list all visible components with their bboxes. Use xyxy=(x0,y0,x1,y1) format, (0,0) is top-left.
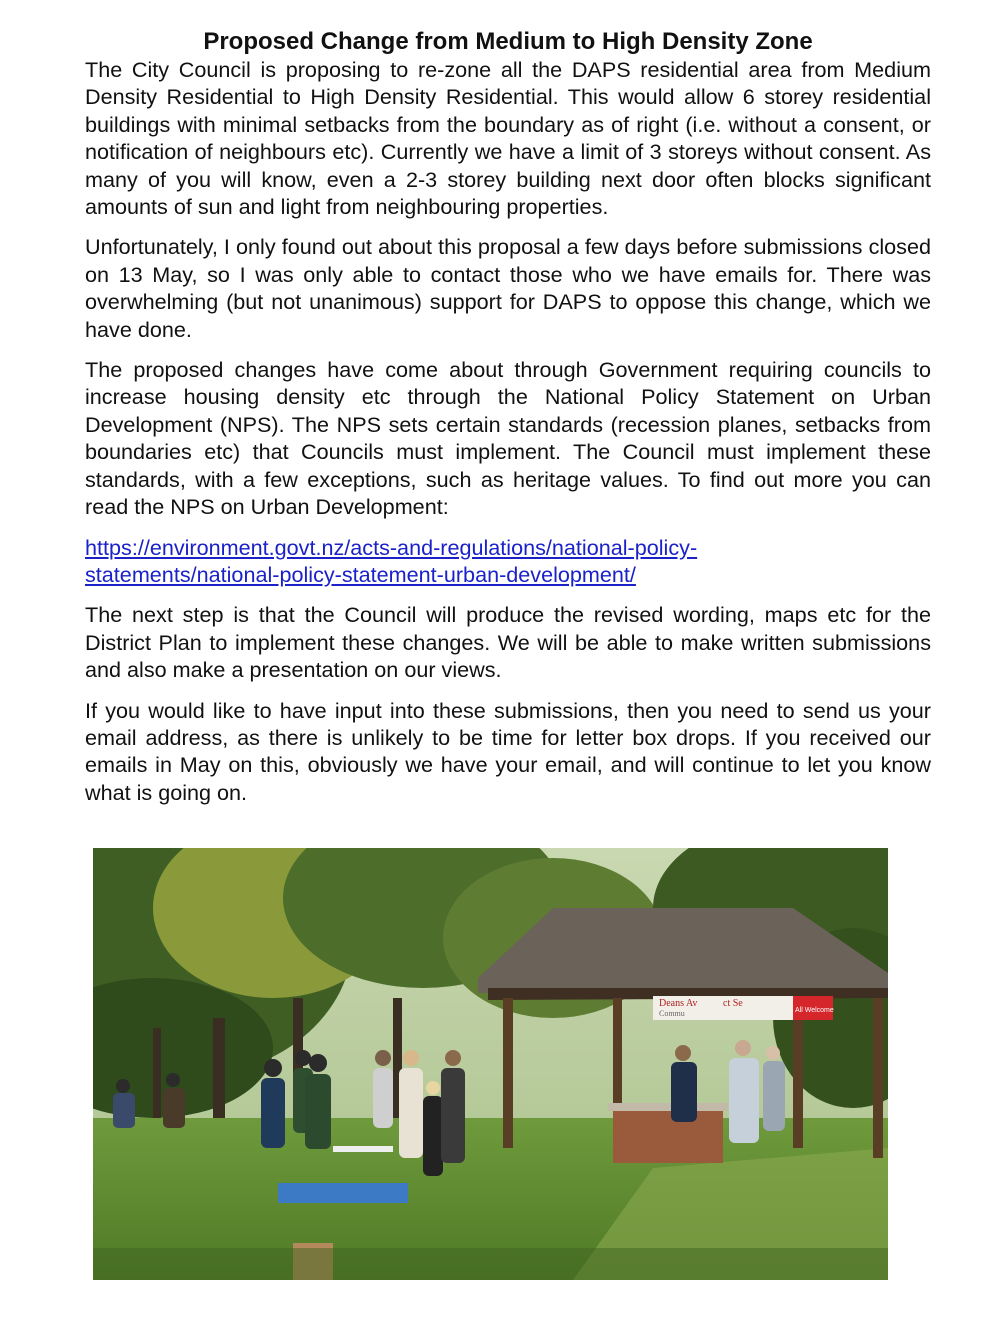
banner-red-text: All Welcome xyxy=(795,1007,834,1014)
park-gathering-photo xyxy=(93,848,888,1280)
paragraph-email-input: If you would like to have input into these submissions, then you need to send us your email address, as there is unlikely to be time for letter box drops. If you received our emails in May on this, obviously we have your email, and will continue to let you know what is going on. xyxy=(85,697,931,805)
document-page xyxy=(85,28,931,819)
paragraph-next-step: The next step is that the Council will produce the revised wording, maps etc for the District Plan to implement these changes. We will be able to make written submissions and also make a presentation on our views. xyxy=(85,602,931,683)
nps-link-line2: statements/national-policy-statement-urban-development/ xyxy=(85,561,636,587)
paragraph-government-nps: The proposed changes have come about through Government requiring councils to increase housing density etc through the National Policy Statement on Urban Development (NPS). The NPS sets certain standards (recession planes, setbacks from boundaries etc) that Councils must implement. The Council must implement these standards, with a few exceptions, such as heritage values. To find out more you can read the NPS on Urban Development: xyxy=(85,357,931,520)
nps-link-line1: https://environment.govt.nz/acts-and-regulations/national-policy- xyxy=(85,534,698,560)
nps-link[interactable] xyxy=(85,534,931,589)
banner-text-2: ct Se xyxy=(723,998,743,1009)
paragraph-rezoning: The City Council is proposing to re-zone all the DAPS residential area from Medium Density Residential to High Density Residential. This would allow 6 storey residential buildings with minimal setbacks from the boundary as of right (i.e. without a consent, or notification of neighbours etc). Currently we have a limit of 3 storeys without consent. As many of you will know, even a 2-3 storey building next door often blocks significant amounts of sun and light from neighbouring properties. xyxy=(85,57,931,220)
banner-text: Deans Av xyxy=(659,998,698,1009)
banner-subtext: Commu xyxy=(659,1009,685,1018)
paragraph-submissions: Unfortunately, I only found out about this proposal a few days before submissions closed on 13 May, so I was only able to contact those who we have emails for. There was overwhelming (but not unanimous) support for DAPS to oppose this change, which we have done. xyxy=(85,234,931,342)
page-title: Proposed Change from Medium to High Density Zone xyxy=(203,28,813,55)
